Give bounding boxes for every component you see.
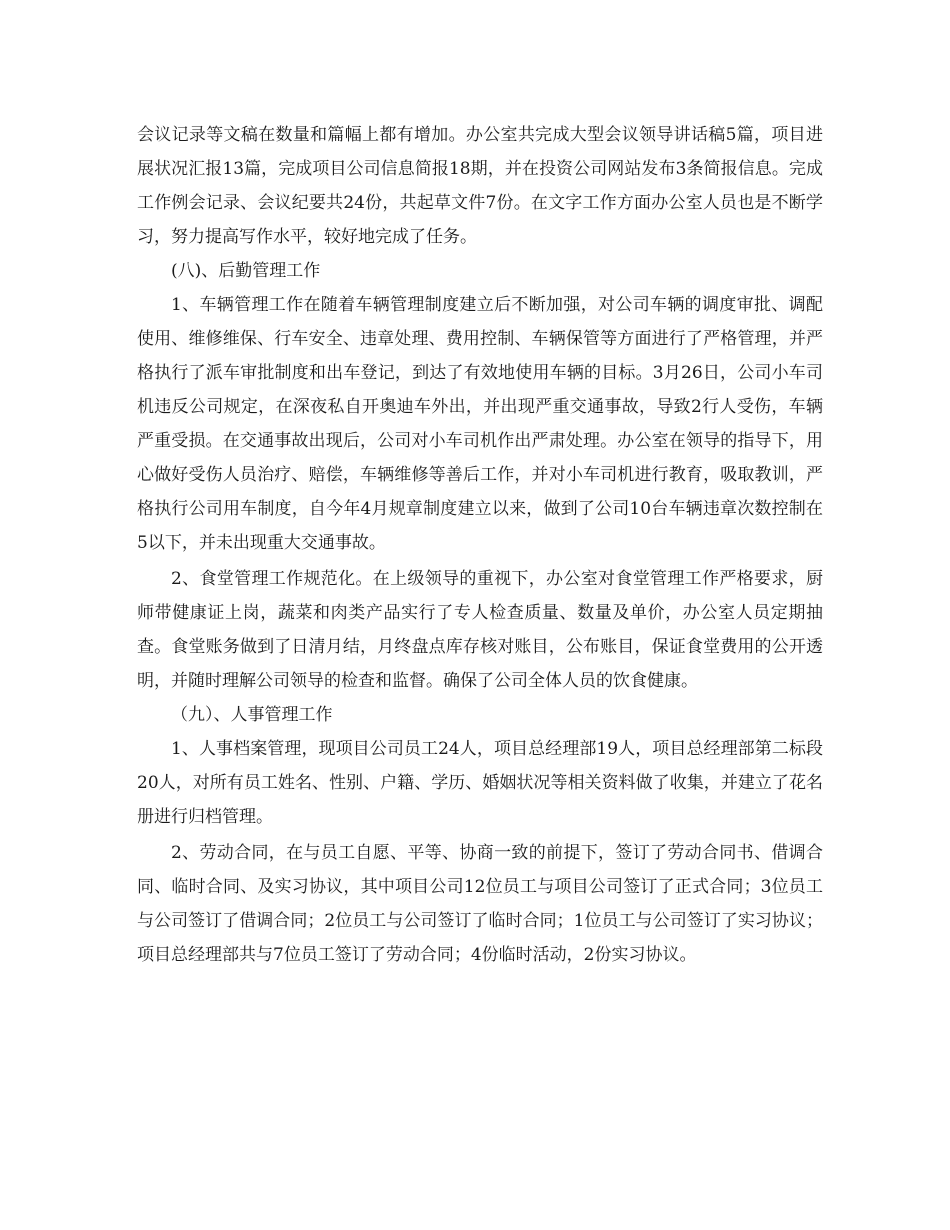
paragraph-continued: 会议记录等文稿在数量和篇幅上都有增加。办公室共完成大型会议领导讲话稿5篇，项目进展状况汇报13篇，完成项目公司信息简报18期，并在投资公司网站发布3条简报信息。完成工作例会记录、会议纪要共24份，共起草文件7份。在文字工作方面办公室人员也是不断学习，努力提高写作水平，较好地完成了任务。 [137,125,823,247]
section-heading-9: （九）、人事管理工作 [171,705,333,725]
paragraph-vehicle-management: 1、车辆管理工作在随着车辆管理制度建立后不断加强，对公司车辆的调度审批、调配使用、维修维保、行车安全、违章处理、费用控制、车辆保管等方面进行了严格管理，并严格执行了派车审批制度和出车登记，到达了有效地使用车辆的目标。3月26日，公司小车司机违反公司规定，在深夜私自开奥迪车外出，并出现严重交通事故，导致2行人受伤，车辆严重受损。在交通事故出现后，公司对小车司机作出严肃处理。办公室在领导的指导下，用心做好受伤人员治疗、赔偿，车辆维修等善后工作，并对小车司机进行教育，吸取教训，严格执行公司用车制度，自今年4月规章制度建立以来，做到了公司10台车辆违章次数控制在5以下，并未出现重大交通事故。 [137,295,823,553]
document-body [137,118,823,972]
paragraph-canteen-management: 2、食堂管理工作规范化。在上级领导的重视下，办公室对食堂管理工作严格要求，厨师带健康证上岗，蔬菜和肉类产品实行了专人检查质量、数量及单价，办公室人员定期抽查。食堂账务做到了日清月结，月终盘点库存核对账目，公布账目，保证食堂费用的公开透明，并随时理解公司领导的检查和监督。确保了公司全体人员的饮食健康。 [137,569,823,691]
paragraph-personnel-files: 1、人事档案管理，现项目公司员工24人，项目总经理部19人，项目总经理部第二标段20人，对所有员工姓名、性别、户籍、学历、婚姻状况等相关资料做了收集，并建立了花名册进行归档管理。 [137,739,823,827]
paragraph-labor-contracts: 2、劳动合同，在与员工自愿、平等、协商一致的前提下，签订了劳动合同书、借调合同、临时合同、及实习协议，其中项目公司12位员工与项目公司签订了正式合同；3位员工与公司签订了借调合同；2位员工与公司签订了临时合同；1位员工与公司签订了实习协议；项目总经理部共与7位员工签订了劳动合同；4份临时活动，2份实习协议。 [137,843,823,965]
section-heading-8: (八)、后勤管理工作 [171,261,321,281]
